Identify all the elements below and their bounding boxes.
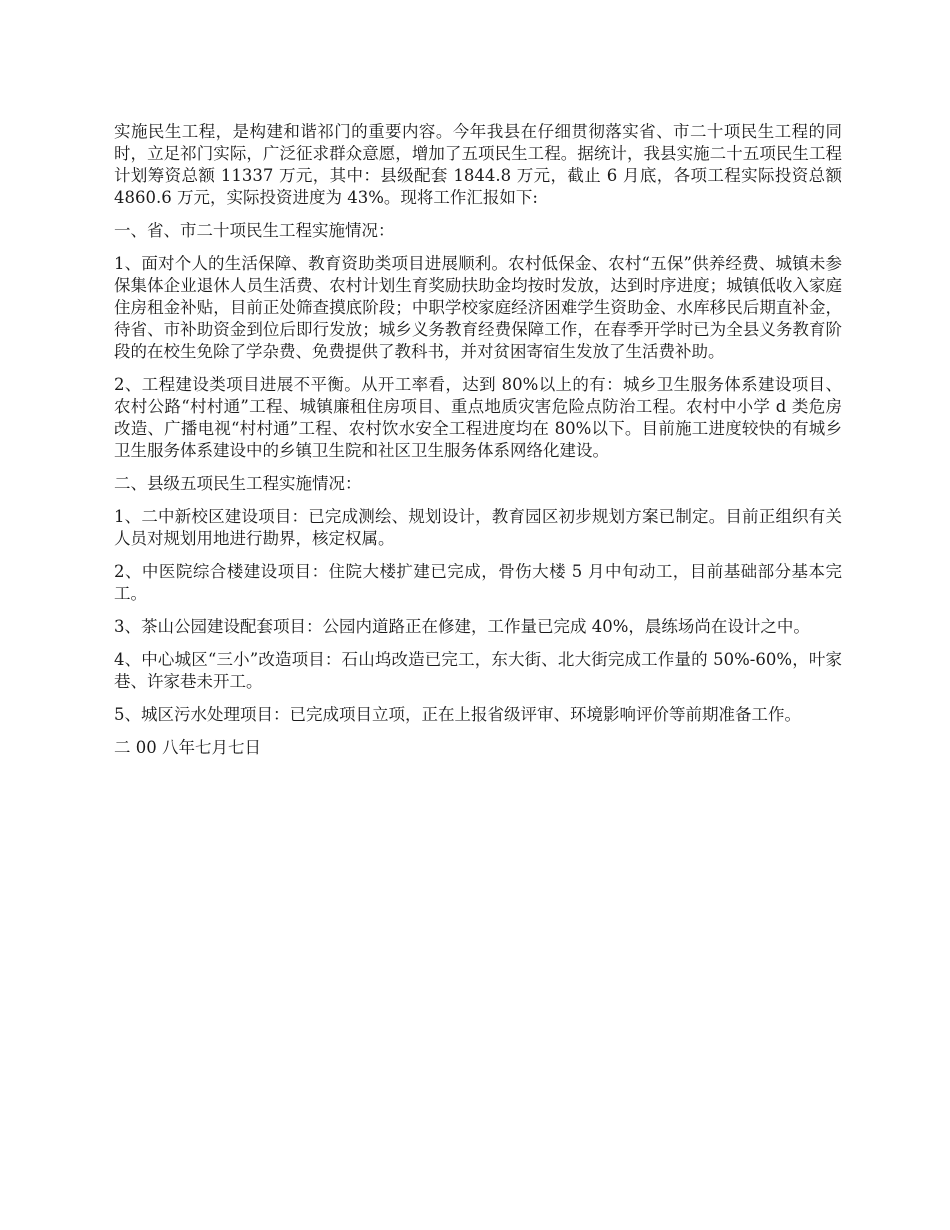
provincial-item-1: 1、面对个人的生活保障、教育资助类项目进展顺利。农村低保金、农村“五保”供养经费、城镇未参保集体企业退休人员生活费、农村计划生育奖励扶助金均按时发放，达到时序进度；城镇低收入家庭住房租金补贴，目前正处筛查摸底阶段；中职学校家庭经济困难学生资助金、水库移民后期直补金，待省、市补助资金到位后即行发放；城乡义务教育经费保障工作，在春季开学时已为全县义务教育阶段的在校生免除了学杂费、免费提供了教科书，并对贫困寄宿生发放了生活费补助。 [114,254,842,361]
section-heading-county: 二、县级五项民生工程实施情况： [114,474,362,493]
document-date: 二 00 八年七月七日 [114,738,261,757]
county-item-3: 3、茶山公园建设配套项目：公园内道路正在修建，工作量已完成 40%，晨练场尚在设计之中。 [114,617,810,636]
document-body [114,121,842,770]
county-item-4: 4、中心城区“三小”改造项目：石山坞改造已完工，东大街、北大街完成工作量的 50%-60%，叶家巷、许家巷未开工。 [114,650,842,691]
county-item-5: 5、城区污水处理项目：已完成项目立项，正在上报省级评审、环境影响评价等前期准备工作。 [114,705,801,724]
section-heading-provincial: 一、省、市二十项民生工程实施情况： [114,221,395,240]
provincial-item-2: 2、工程建设类项目进展不平衡。从开工率看，达到 80%以上的有：城乡卫生服务体系建设项目、农村公路“村村通”工程、城镇廉租住房项目、重点地质灾害危险点防治工程。农村中小学 d 类危房改造、广播电视“村村通”工程、农村饮水安全工程进度均在 80%以下。目前施工进度较快的有城乡卫生服务体系建设中的乡镇卫生院和社区卫生服务体系网络化建设。 [114,375,842,460]
county-item-2: 2、中医院综合楼建设项目：住院大楼扩建已完成，骨伤大楼 5 月中旬动工，目前基础部分基本完工。 [114,562,842,603]
intro-paragraph: 实施民生工程，是构建和谐祁门的重要内容。今年我县在仔细贯彻落实省、市二十项民生工程的同时，立足祁门实际，广泛征求群众意愿，增加了五项民生工程。据统计，我县实施二十五项民生工程计划筹资总额 11337 万元，其中：县级配套 1844.8 万元，截止 6 月底，各项工程实际投资总额 4860.6 万元，实际投资进度为 43%。现将工作汇报如下: [114,122,842,207]
county-item-1: 1、二中新校区建设项目：已完成测绘、规划设计，教育园区初步规划方案已制定。目前正组织有关人员对规划用地进行勘界，核定权属。 [114,507,842,548]
